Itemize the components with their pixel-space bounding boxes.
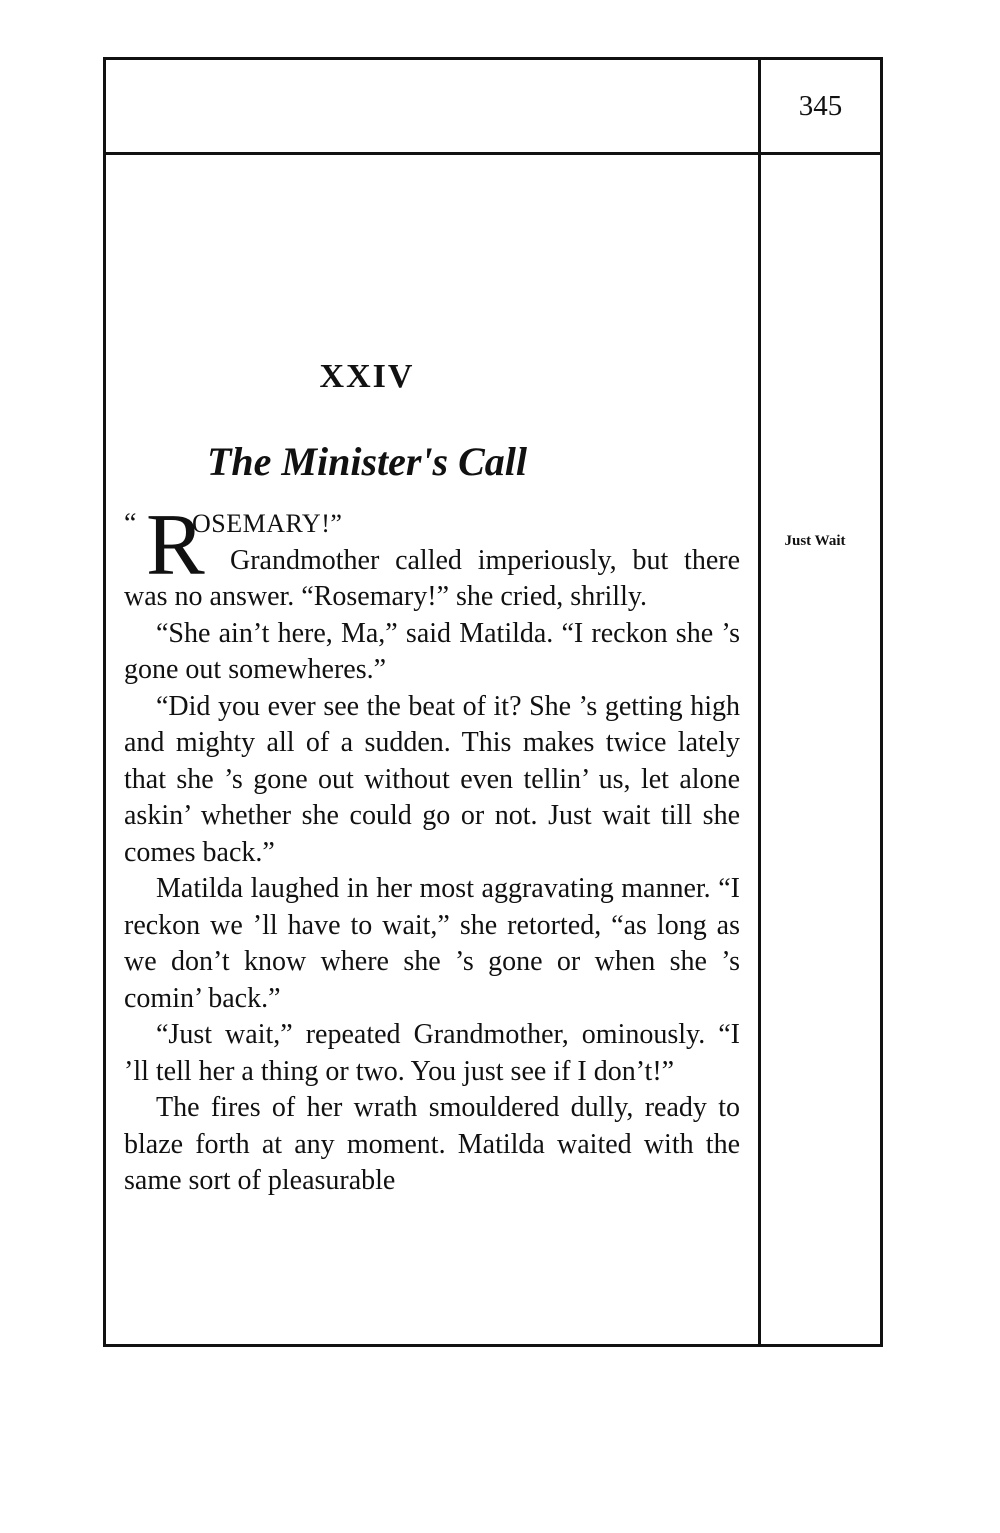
chapter-number: XXIV — [319, 358, 415, 395]
chapter-body — [124, 497, 740, 1200]
margin-rule — [758, 60, 761, 1344]
page-number: 345 — [798, 89, 843, 122]
paragraph: The fires of her wrath smouldered dully, ready to blaze forth at any moment. Matilda waited with the same sort of pleasurable — [124, 1092, 740, 1196]
paragraph: Matilda laughed in her most aggravating manner. “I reckon we ’ll have to wait,” she retorted, “as long as we don’t know where she ’s gone or when she ’s comin’ back.” — [124, 873, 740, 1014]
opening-quote: “ — [124, 508, 137, 539]
paragraph: Grandmother called imperiously, but there was no answer. “Rosemary!” she cried, shrilly. — [124, 544, 740, 612]
header-rule — [106, 152, 880, 155]
paragraph: “Did you ever see the beat of it? She ’s getting high and mighty all of a sudden. This makes twice lately that she ’s gone out without even tellin’ us, let alone askin’ whether she could go or not. Just wait till she comes back.” — [124, 690, 740, 868]
margin-sidenote: Just Wait — [784, 533, 846, 549]
opening-word: OSEMARY!” — [192, 509, 343, 538]
paragraph: “Just wait,” repeated Grandmother, ominously. “I ’ll tell her a thing or two. You just see if I don’t!” — [124, 1019, 740, 1087]
drop-cap: R — [146, 497, 205, 594]
paragraph: “She ain’t here, Ma,” said Matilda. “I reckon she ’s gone out somewheres.” — [124, 617, 740, 685]
chapter-title: The Minister's Call — [206, 439, 528, 484]
